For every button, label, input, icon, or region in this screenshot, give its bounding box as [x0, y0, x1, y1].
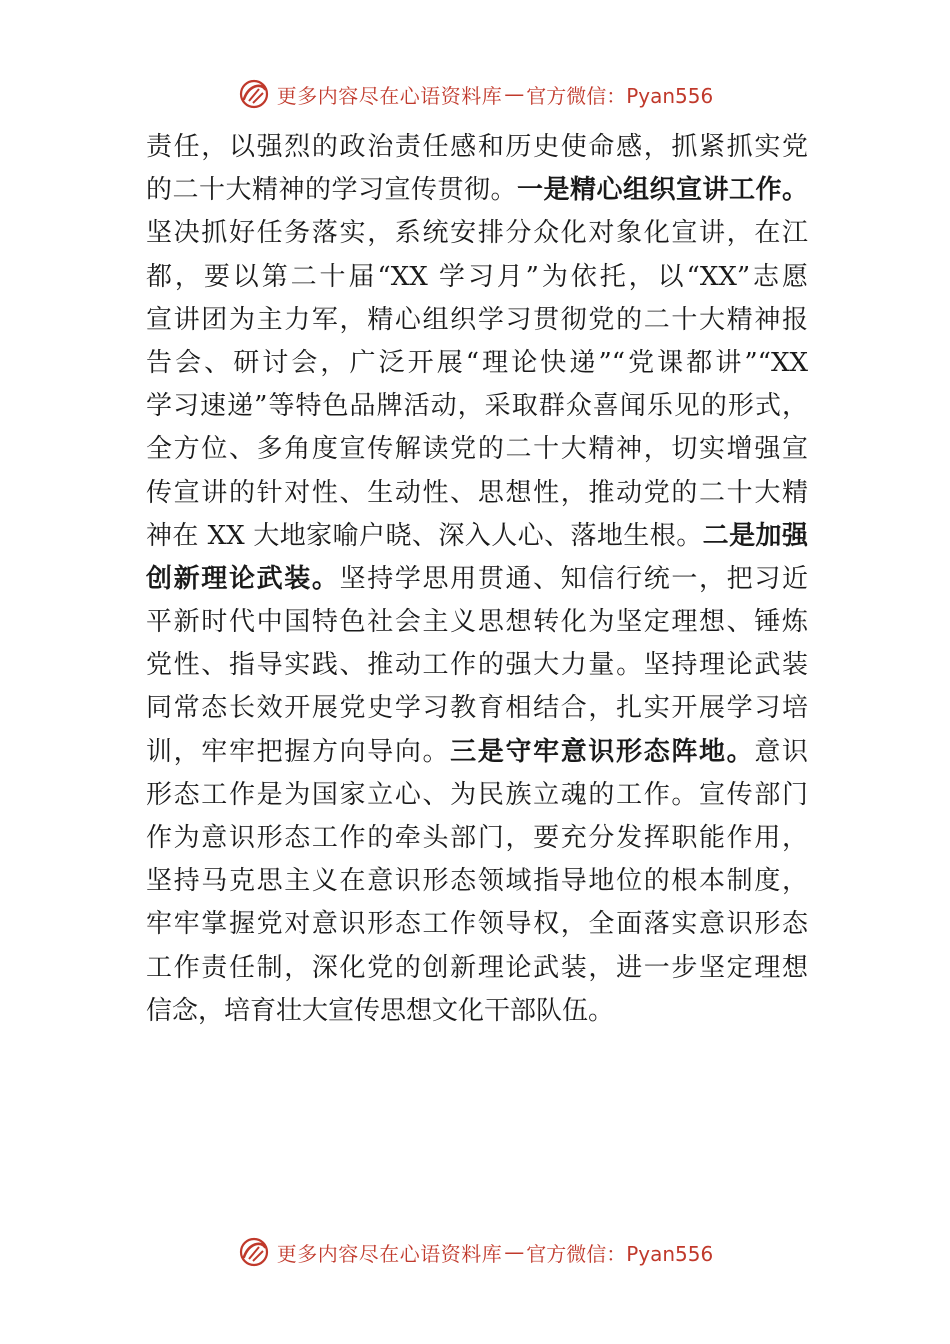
brand-logo-icon	[237, 1235, 271, 1269]
bold-heading-2a: 二是加强	[702, 520, 808, 551]
banner-brand-text: 更多内容尽在心语资料库	[276, 1241, 503, 1266]
body-line: 作为意识形态工作的牵头部门，要充分发挥职能作用，	[146, 823, 808, 853]
document-body	[146, 126, 808, 1033]
banner-account-text: 官方微信：Pyan556	[526, 1241, 714, 1266]
body-line: 的二十大精神的学习宣传贯彻。一是精心组织宣讲工作。	[146, 175, 808, 206]
body-line: 坚决抓好任务落实，系统安排分众化对象化宣讲，在江	[146, 218, 808, 249]
banner-separator: —	[504, 1240, 525, 1264]
bold-heading-2b: 创新理论武装。	[146, 563, 340, 594]
body-line: 党性、指导实践、推动工作的强大力量。坚持理论武装	[146, 650, 808, 681]
brand-logo-icon	[237, 77, 271, 111]
body-line: 坚持马克思主义在意识形态领域指导地位的根本制度，	[146, 866, 808, 897]
body-line: 告会、研讨会，广泛开展“理论快递”“党课都讲”“XX	[146, 347, 808, 378]
body-line: 全方位、多角度宣传解读党的二十大精神，切实增强宣	[146, 434, 808, 465]
footer-banner	[0, 1232, 950, 1272]
body-line: 神在 XX 大地家喻户晓、深入人心、落地生根。二是加强	[146, 520, 808, 551]
header-banner	[0, 74, 950, 114]
body-line: 形态工作是为国家立心、为民族立魂的工作。宣传部门	[146, 779, 808, 810]
body-line: 同常态长效开展党史学习教育相结合，扎实开展学习培	[146, 693, 808, 724]
body-line: 责任，以强烈的政治责任感和历史使命感，抓紧抓实党	[146, 132, 808, 162]
body-line: 平新时代中国特色社会主义思想转化为坚定理想、锤炼	[146, 607, 808, 638]
banner-brand-text: 更多内容尽在心语资料库	[276, 83, 503, 108]
body-line: 创新理论武装。坚持学思用贯通、知信行统一，把习近	[146, 563, 808, 594]
body-line: 训，牢牢把握方向导向。三是守牢意识形态阵地。意识	[146, 736, 808, 767]
body-line: 传宣讲的针对性、生动性、思想性，推动党的二十大精	[146, 477, 808, 508]
body-line: 工作责任制，深化党的创新理论武装，进一步坚定理想	[146, 952, 808, 983]
bold-heading-1: 一是精心组织宣讲工作。	[516, 175, 808, 206]
bold-heading-3: 三是守牢意识形态阵地。	[450, 736, 755, 767]
banner-account-text: 官方微信：Pyan556	[526, 83, 714, 108]
body-line: 都，要以第二十届“XX 学习月”为依托，以“XX”志愿	[146, 261, 808, 292]
body-line: 学习速递”等特色品牌活动，采取群众喜闻乐见的形式，	[146, 391, 808, 422]
body-line: 牢牢掌握党对意识形态工作领导权，全面落实意识形态	[146, 909, 808, 940]
body-line: 信念，培育壮大宣传思想文化干部队伍。	[146, 995, 615, 1026]
banner-separator: —	[504, 82, 525, 106]
body-line: 宣讲团为主力军，精心组织学习贯彻党的二十大精神报	[146, 304, 808, 335]
